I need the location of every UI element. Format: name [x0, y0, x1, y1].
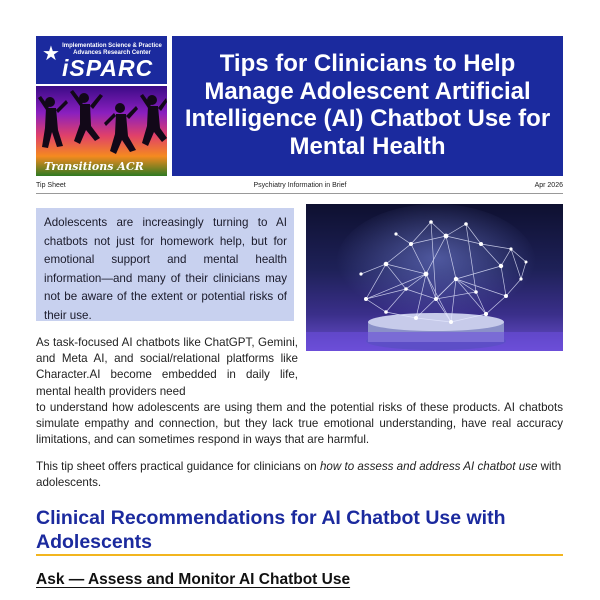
- body-paragraph-continued: to understand how adolescents are using them and the potential risks of these products. AI chatbots simulate empathy and connection, but they lack true emotional understanding, have real accuracy limitations, and can sometimes respond in ways that are harmful.: [36, 401, 563, 447]
- body-paragraph-intro: As task-focused AI chatbots like ChatGPT, Gemini, and Meta AI, and social/relational platforms like Character.AI become embedded in daily life, mental health providers need: [36, 336, 298, 398]
- ai-brain-image: [306, 204, 563, 351]
- body-paragraph-purpose: [36, 459, 563, 491]
- callout-text: Adolescents are increasingly turning to AI chatbots not just for homework help, but for emotional support and mental health information—and many of their clinicians may not be aware of the extent or potential risks of their use.: [44, 216, 287, 322]
- purpose-suffix: with adolescents.: [36, 460, 562, 490]
- doc-series: Psychiatry Information in Brief: [253, 182, 347, 189]
- purpose-prefix: This tip sheet offers practical guidance for clinicians on: [36, 460, 320, 473]
- section-divider: [36, 554, 563, 556]
- divider: [36, 193, 563, 194]
- logo-tagline: Implementation Science & Practice Advances Research Center: [62, 43, 162, 56]
- sub-heading: Ask — Assess and Monitor AI Chatbot Use: [36, 571, 351, 588]
- page-title: Tips for Clinicians to Help Manage Adolescent Artificial Intelligence (AI) Chatbot Use for Mental Health: [184, 50, 551, 160]
- purpose-emphasis: how to assess and address AI chatbot use: [319, 460, 538, 473]
- network-brain-illustration: [306, 204, 563, 351]
- star-figure-icon: ★: [42, 43, 60, 65]
- doc-type: Tip Sheet: [36, 182, 66, 189]
- logo-name: iSPARC: [62, 55, 154, 81]
- doc-date: Apr 2026: [534, 182, 563, 189]
- program-name: Transitions ACR: [44, 160, 144, 173]
- section-heading: Clinical Recommendations for AI Chatbot Use with Adolescents: [36, 507, 506, 553]
